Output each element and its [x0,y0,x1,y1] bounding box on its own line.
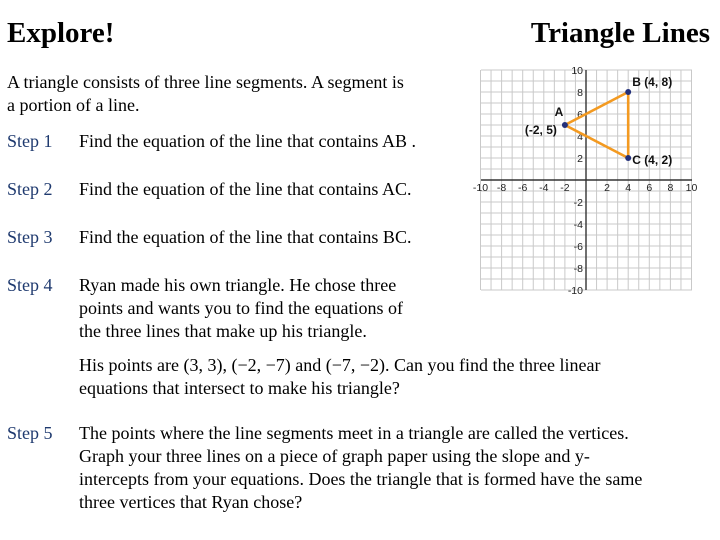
step-line: His points are (3, 3), (−2, −7) and (−7, −2). Can you find the three linear [79,355,601,375]
y-tick-label: 2 [577,153,583,165]
x-tick-label: -6 [518,182,528,194]
step-line: intercepts from your equations. Does the triangle that is formed have the same [79,469,643,489]
step-label: Step 3 [7,227,53,247]
step-line: Ryan made his own triangle. He chose three [79,275,397,295]
vertex-label-b: B (4, 8) [632,75,673,89]
step-text: Find the equation of the line that contains AB . [79,131,416,151]
coordinate-plane [463,62,713,298]
x-tick-label: 6 [646,182,653,194]
x-tick-label: -2 [560,182,570,194]
x-tick-label: 4 [625,182,632,194]
y-tick-label: 4 [577,131,583,143]
intro-line: A triangle consists of three line segments. A segment is [7,72,404,92]
step-line: Graph your three lines on a piece of graph paper using the slope and y- [79,446,590,466]
vertex-point-a [562,122,568,128]
step-label: Step 5 [7,423,53,443]
x-tick-label: 2 [604,182,611,194]
x-tick-label: -4 [539,182,549,194]
y-tick-label: 6 [577,109,583,121]
vertex-label-c: C (4, 2) [632,153,673,167]
step-label: Step 2 [7,179,53,199]
step-line: equations that intersect to make his triangle? [79,378,400,398]
step-line: points and wants you to find the equations of [79,298,403,318]
vertex-point-c [625,155,631,161]
y-tick-label: -4 [573,219,583,231]
step-label: Step 1 [7,131,53,151]
x-tick-label: 10 [685,182,698,194]
x-tick-label: 8 [667,182,674,194]
x-tick-label: -8 [496,182,507,194]
step-line: three vertices that Ryan chose? [79,492,303,512]
step-text: Find the equation of the line that contains BC. [79,227,412,247]
step-label: Step 4 [7,275,53,295]
vertex-point-b [625,89,631,95]
step-text [79,422,642,514]
vertex-coords-a: (-2, 5) [524,123,557,137]
y-tick-label: -2 [573,197,583,209]
y-tick-label: -6 [573,241,583,253]
y-tick-label: 10 [571,65,583,77]
step-line: the three lines that make up his triangle. [79,321,367,341]
intro-line: a portion of a line. [7,95,140,115]
x-tick-label: -10 [472,182,489,194]
page-title-explore: Explore! [7,17,115,49]
step-line: The points where the line segments meet in a triangle are called the vertices. [79,423,629,443]
page-title-triangle-lines: Triangle Lines [530,17,710,49]
y-tick-label: 8 [577,87,583,99]
intro-paragraph [7,71,472,117]
y-tick-label: -8 [573,263,583,275]
step-text: Find the equation of the line that contains AC. [79,179,412,199]
vertex-label-a: A [554,105,564,119]
coordinate-graph [463,62,713,303]
y-tick-label: -10 [567,285,583,297]
